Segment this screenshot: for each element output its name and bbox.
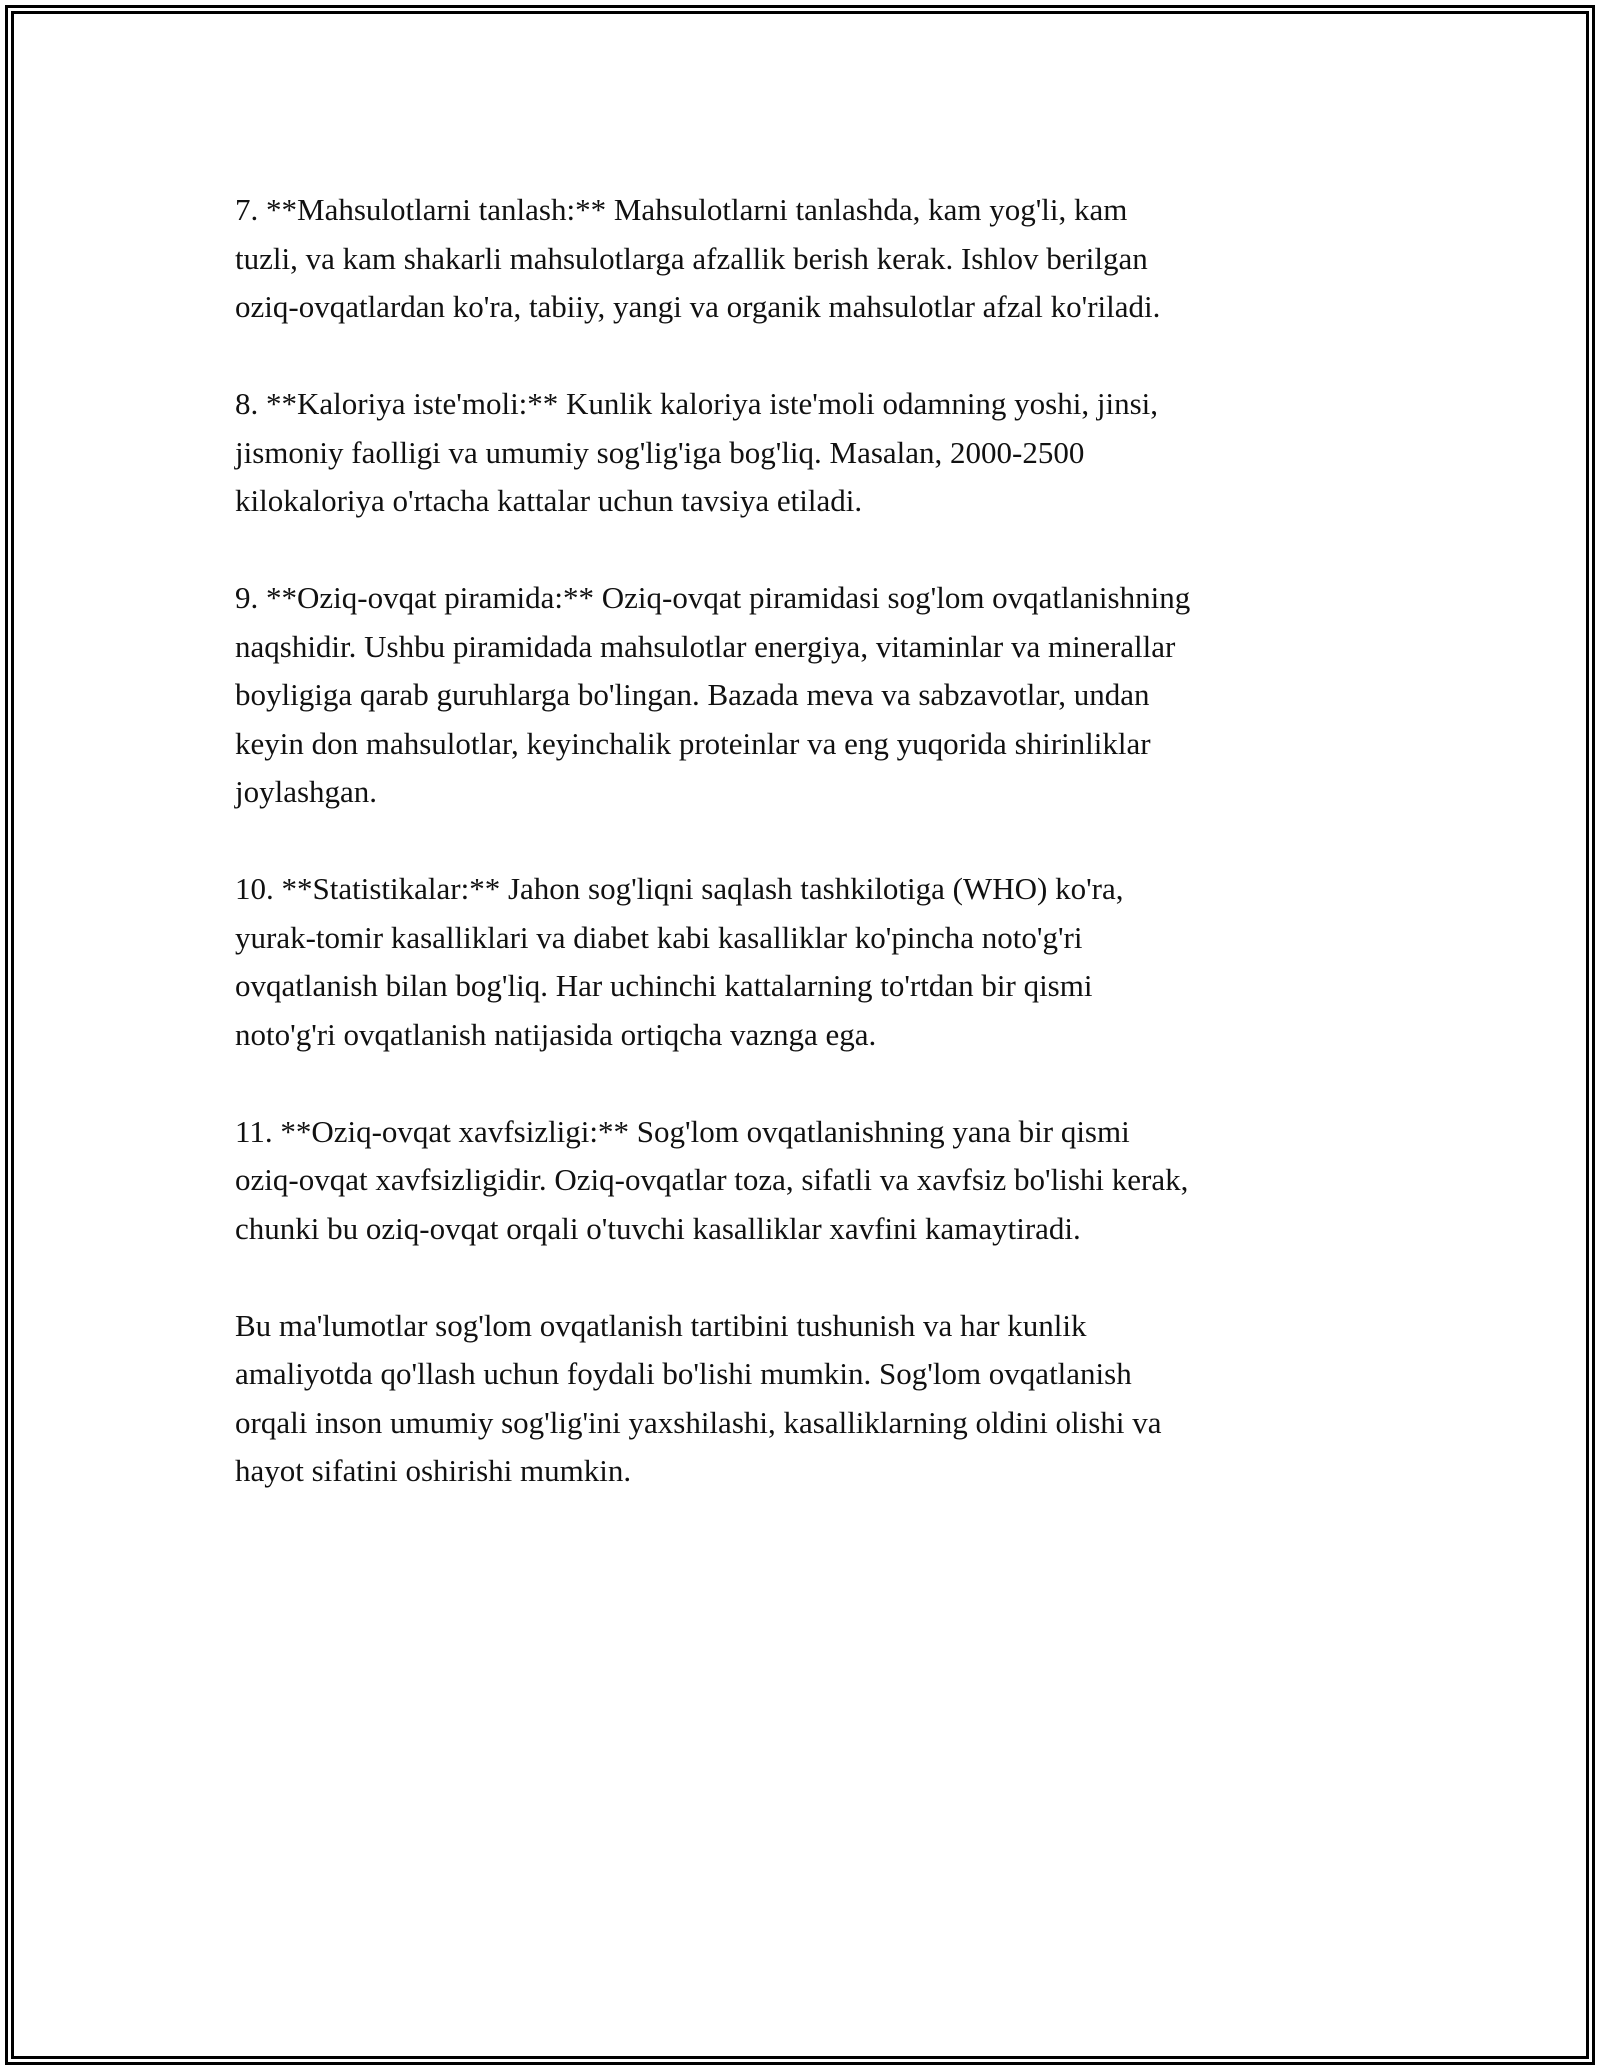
text-line: joylashgan.: [235, 774, 378, 809]
text-line: oziq-ovqatlardan ko'ra, tabiiy, yangi va organik mahsulotlar afzal ko'riladi.: [235, 289, 1161, 324]
text-line: hayot sifatini oshirishi mumkin.: [235, 1453, 632, 1488]
text-line: yurak-tomir kasalliklari va diabet kabi kasalliklar ko'pincha noto'g'ri: [235, 919, 1083, 955]
paragraph-mahsulotlarni-tanlash: [235, 186, 1375, 332]
text-line: chunki bu oziq-ovqat orqali o'tuvchi kasalliklar xavfini kamaytiradi.: [235, 1210, 1081, 1246]
text-line: tuzli, va kam shakarli mahsulotlarga afzallik berish kerak. Ishlov berilgan: [235, 240, 1148, 276]
text-line: 9. **Oziq-ovqat piramida:** Oziq-ovqat piramidasi sog'lom ovqatlanishning: [235, 580, 1191, 615]
text-line: amaliyotda qo'llash uchun foydali bo'lishi mumkin. Sog'lom ovqatlanish: [235, 1356, 1132, 1391]
paragraph-conclusion: [235, 1302, 1375, 1496]
text-line: boyligiga qarab guruhlarga bo'lingan. Bazada meva va sabzavotlar, undan: [235, 677, 1150, 712]
paragraph-oziq-ovqat-piramida: [235, 574, 1375, 817]
text-line: 8. **Kaloriya iste'moli:** Kunlik kaloriya iste'moli odamning yoshi, jinsi,: [235, 386, 1159, 421]
text-line: kilokaloriya o'rtacha kattalar uchun tavsiya etiladi.: [235, 483, 863, 518]
text-line: oziq-ovqat xavfsizligidir. Oziq-ovqatlar toza, sifatli va xavfsiz bo'lishi kerak,: [235, 1162, 1189, 1197]
text-line: 11. **Oziq-ovqat xavfsizligi:** Sog'lom ovqatlanishning yana bir qismi: [235, 1113, 1130, 1149]
paragraph-oziq-ovqat-xavfsizligi: [235, 1108, 1375, 1254]
text-line: naqshidir. Ushbu piramidada mahsulotlar energiya, vitaminlar va minerallar: [235, 628, 1176, 664]
text-line: keyin don mahsulotlar, keyinchalik proteinlar va eng yuqorida shirinliklar: [235, 725, 1151, 761]
paragraph-statistikalar: [235, 865, 1375, 1059]
text-line: 10. **Statistikalar:** Jahon sog'liqni saqlash tashkilotiga (WHO) ko'ra,: [235, 871, 1124, 906]
text-line: jismoniy faolligi va umumiy sog'lig'iga bog'liq. Masalan, 2000-2500: [235, 434, 1085, 470]
paragraph-kaloriya-istemoli: [235, 380, 1375, 526]
text-line: Bu ma'lumotlar sog'lom ovqatlanish tartibini tushunish va har kunlik: [235, 1307, 1087, 1343]
text-line: orqali inson umumiy sog'lig'ini yaxshilashi, kasalliklarning oldini olishi va: [235, 1404, 1162, 1440]
text-line: ovqatlanish bilan bog'liq. Har uchinchi kattalarning to'rtdan bir qismi: [235, 968, 1093, 1003]
document-body: [235, 186, 1375, 1544]
text-line: 7. **Mahsulotlarni tanlash:** Mahsulotlarni tanlashda, kam yog'li, kam: [235, 192, 1128, 227]
text-line: noto'g'ri ovqatlanish natijasida ortiqcha vaznga ega.: [235, 1016, 877, 1052]
